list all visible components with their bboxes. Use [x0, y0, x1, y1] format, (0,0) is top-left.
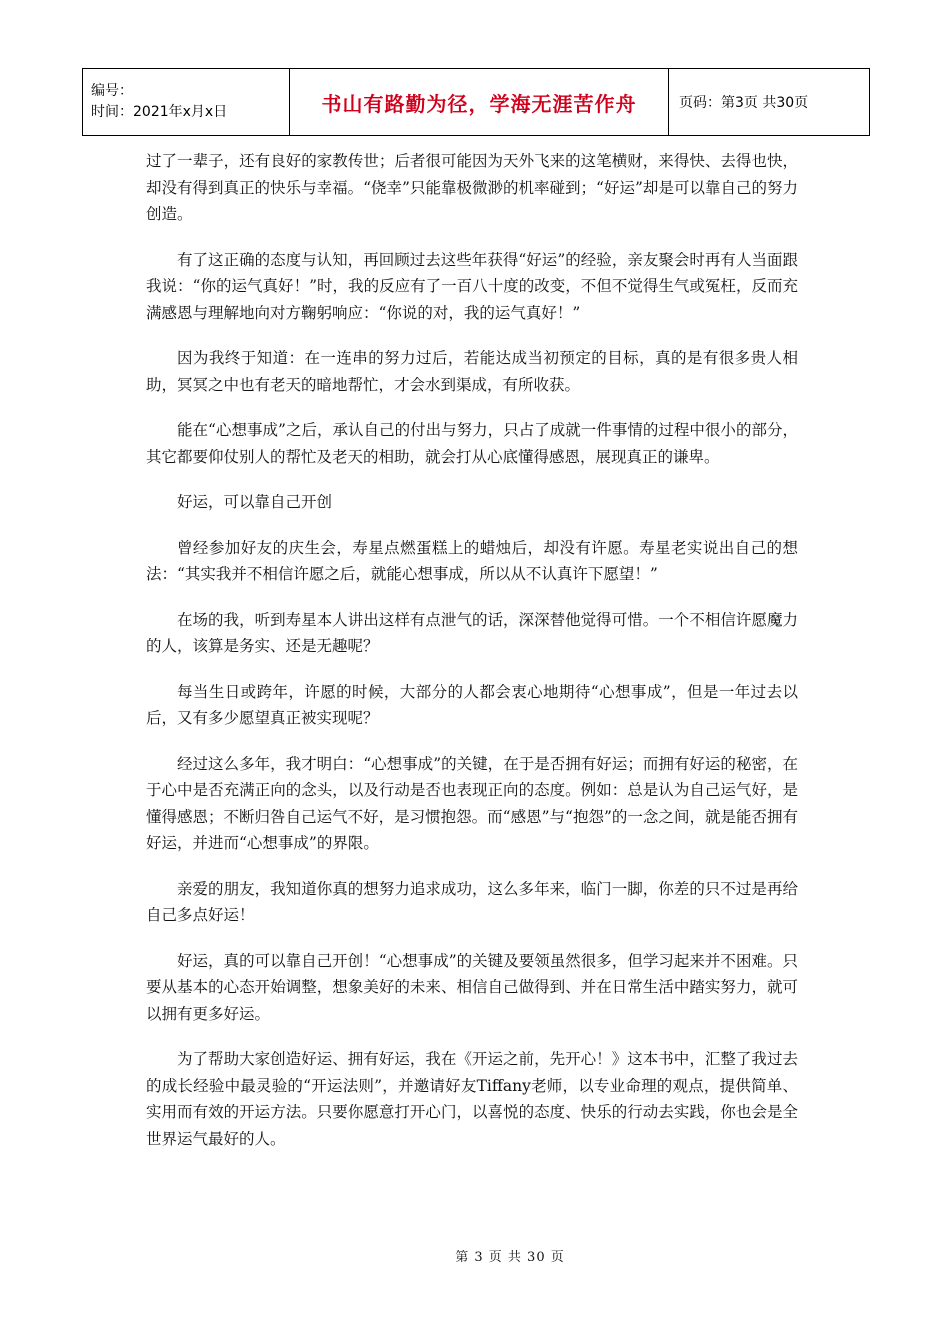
header-table: [82, 68, 870, 136]
header-info-cell: [83, 69, 290, 136]
paragraph: 好运，真的可以靠自己开创！“心想事成”的关键及要领虽然很多，但学习起来并不困难。只要从基本的心态开始调整，想象美好的未来、相信自己做得到、并在日常生活中踏实努力，就可以拥有更多好运。: [146, 951, 798, 1023]
paragraph: 每当生日或跨年，许愿的时候，大部分的人都会衷心地期待“心想事成”，但是一年过去以后，又有多少愿望真正被实现呢？: [146, 682, 798, 727]
motto-cell: [290, 69, 669, 136]
paragraph: 因为我终于知道：在一连串的努力过后，若能达成当初预定的目标，真的是有很多贵人相助，冥冥之中也有老天的暗地帮忙，才会水到渠成，有所收获。: [146, 349, 798, 394]
paragraph: 过了一辈子，还有良好的家教传世；后者很可能因为天外飞来的这笔横财，来得快、去得也快，却没有得到真正的快乐与幸福。“侥幸”只能靠极微渺的机率碰到；“好运”却是可以靠自己的努力创造。: [146, 152, 798, 223]
paragraph: 经过这么多年，我才明白：“心想事成”的关键，在于是否拥有好运；而拥有好运的秘密，在于心中是否充满正向的念头，以及行动是否也表现正向的态度。例如：总是认为自己运气好，是懂得感恩；不断归咎自己运气不好，是习惯抱怨。而“感恩”与“抱怨”的一念之间，就是能否拥有好运，并进而“心想事成”的界限。: [146, 754, 798, 852]
serial-number-label: 编号：: [91, 83, 133, 99]
motto-text: 书山有路勤为径，学海无涯苦作舟: [321, 91, 637, 116]
footer-page-number: 第 3 页 共 30 页: [455, 1250, 565, 1265]
paragraph: 有了这正确的态度与认知，再回顾过去这些年获得“好运”的经验，亲友聚会时再有人当面跟我说：“你的运气真好！”时，我的反应有了一百八十度的改变，不但不觉得生气或冤枉，反而充满感恩与理解地向对方鞠躬响应：“你说的对，我的运气真好！”: [146, 250, 798, 322]
body-text: [146, 148, 798, 1171]
paragraph: 为了帮助大家创造好运、拥有好运，我在《开运之前，先开心！》这本书中，汇整了我过去的成长经验中最灵验的“开运法则”，并邀请好友Tiffany老师，以专业命理的观点，提供简单、实用而有效的开运方法。只要你愿意打开心门，以喜悦的态度、快乐的行动去实践，你也会是全世界运气最好的人。: [146, 1050, 798, 1148]
paragraph: 曾经参加好友的庆生会，寿星点燃蛋糕上的蜡烛后，却没有许愿。寿星老实说出自己的想法：“其实我并不相信许愿之后，就能心想事成，所以从不认真许下愿望！”: [146, 538, 798, 583]
page-footer: [0, 1246, 950, 1265]
section-heading: 好运，可以靠自己开创: [177, 493, 333, 511]
paragraph: 亲爱的朋友，我知道你真的想努力追求成功，这么多年来，临门一脚，你差的只不过是再给自己多点好运！: [146, 879, 798, 924]
paragraph: 能在“心想事成”之后，承认自己的付出与努力，只占了成就一件事情的过程中很小的部分，其它都要仰仗别人的帮忙及老天的相助，就会打从心底懂得感恩，展现真正的谦卑。: [146, 421, 798, 466]
paragraph: 在场的我，听到寿星本人讲出这样有点泄气的话，深深替他觉得可惜。一个不相信许愿魔力的人，该算是务实、还是无趣呢？: [146, 610, 798, 655]
date-label: 时间：2021年x月x日: [91, 104, 228, 120]
page-info-cell: [669, 69, 870, 136]
page-info-text: 页码：第3页 共30页: [679, 95, 809, 111]
